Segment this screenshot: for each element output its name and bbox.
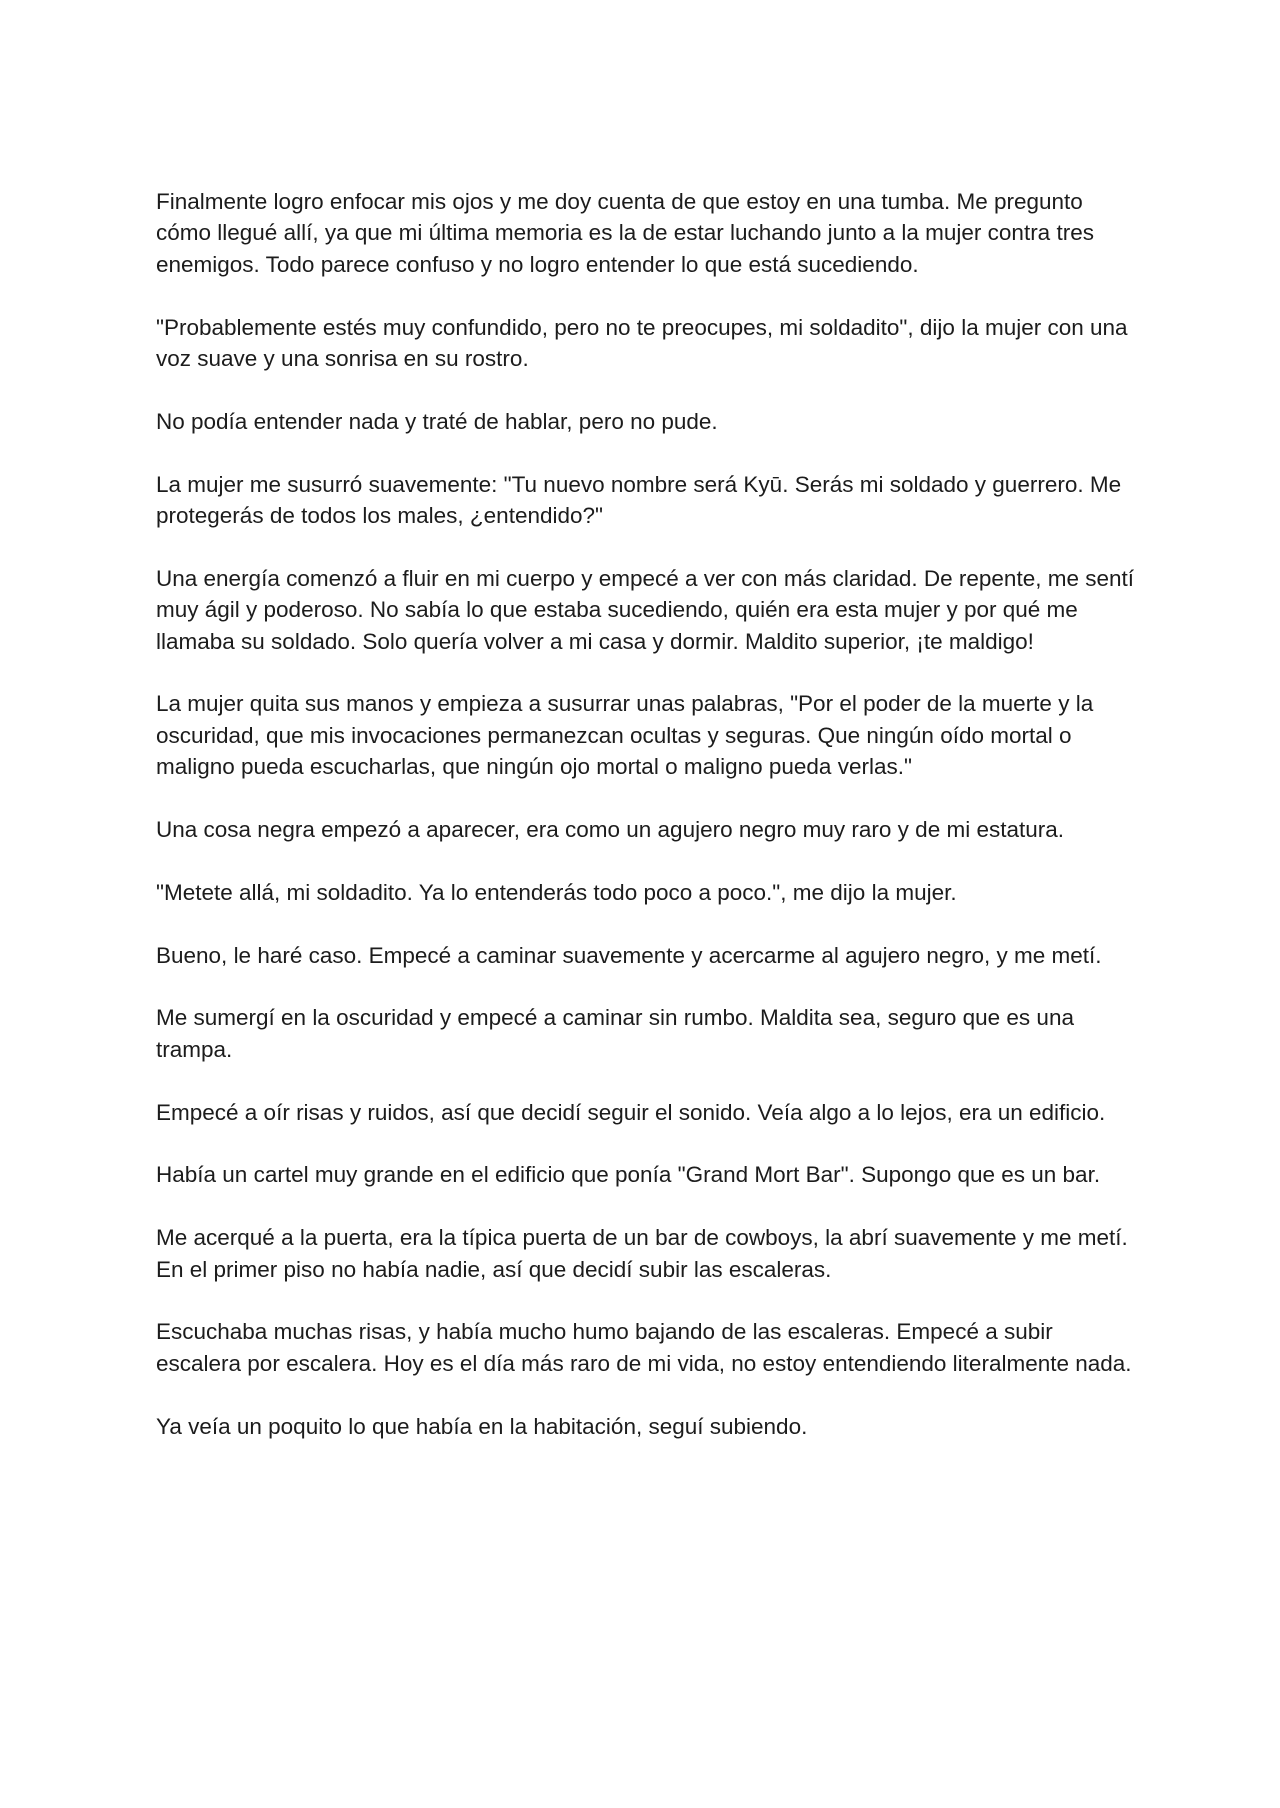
paragraph: La mujer quita sus manos y empieza a susurrar unas palabras, "Por el poder de la muerte y la oscuridad, que mis invocaciones permanezcan ocultas y seguras. Que ningún oído mortal o maligno pueda escucharlas, que ningún ojo mortal o maligno pueda verlas." (156, 691, 1094, 780)
paragraph: "Metete allá, mi soldadito. Ya lo entenderás todo poco a poco.", me dijo la mujer. (156, 879, 957, 905)
paragraph: Finalmente logro enfocar mis ojos y me doy cuenta de que estoy en una tumba. Me pregunto cómo llegué allí, ya que mi última memoria es la de estar luchando junto a la mujer contra tres enemigos. Todo parece confuso y no logro entender lo que está sucediendo. (156, 189, 1094, 277)
paragraph: Ya veía un poquito lo que había en la habitación, seguí subiendo. (156, 1413, 808, 1439)
paragraph: Había un cartel muy grande en el edificio que ponía "Grand Mort Bar". Supongo que es un bar. (156, 1162, 1101, 1188)
paragraph: Una energía comenzó a fluir en mi cuerpo y empecé a ver con más claridad. De repente, me sentí muy ágil y poderoso. No sabía lo que estaba sucediendo, quién era esta mujer y por qué me llamaba su soldado. Solo quería volver a mi casa y dormir. Maldito superior, ¡te maldigo! (156, 565, 1134, 654)
paragraph: Empecé a oír risas y ruidos, así que decidí seguir el sonido. Veía algo a lo lejos, era un edificio. (156, 1099, 1106, 1125)
paragraph: Bueno, le haré caso. Empecé a caminar suavemente y acercarme al agujero negro, y me metí. (156, 942, 1102, 968)
paragraph: La mujer me susurró suavemente: "Tu nuevo nombre será Kyū. Serás mi soldado y guerrero. Me protegerás de todos los males, ¿entendido?" (156, 471, 1122, 529)
paragraph: Escuchaba muchas risas, y había mucho humo bajando de las escaleras. Empecé a subir escalera por escalera. Hoy es el día más raro de mi vida, no estoy entendiendo literalmente nada. (156, 1319, 1132, 1376)
paragraph: "Probablemente estés muy confundido, pero no te preocupes, mi soldadito", dijo la mujer con una voz suave y una sonrisa en su rostro. (156, 314, 1128, 372)
paragraph: Una cosa negra empezó a aparecer, era como un agujero negro muy raro y de mi estatura. (156, 817, 1064, 843)
paragraph: Me acerqué a la puerta, era la típica puerta de un bar de cowboys, la abrí suavemente y me metí. En el primer piso no había nadie, así que decidí subir las escaleras. (156, 1225, 1128, 1282)
document-body (156, 186, 1136, 1473)
paragraph: No podía entender nada y traté de hablar, pero no pude. (156, 408, 718, 434)
paragraph: Me sumergí en la oscuridad y empecé a caminar sin rumbo. Maldita sea, seguro que es una trampa. (156, 1005, 1074, 1062)
